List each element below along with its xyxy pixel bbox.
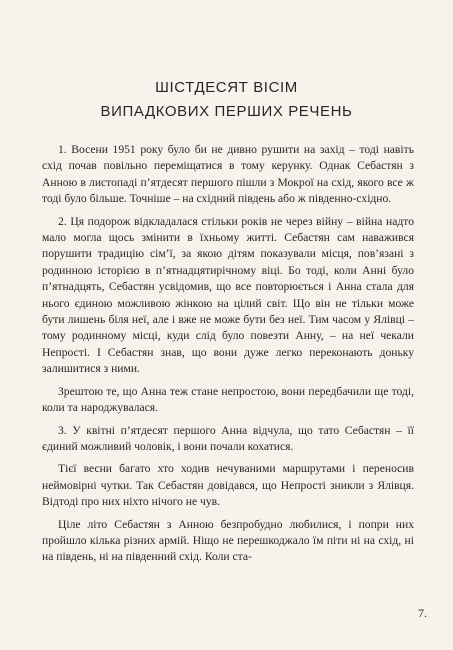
paragraph: Зрештою те, що Анна теж стане непростою, вони передбачили ще тоді, коли та народжувалася.: [42, 384, 414, 415]
chapter-title: [0, 76, 453, 124]
paragraph: Тієї весни багато хто ходив нечуваними маршрутами і переносив неймовірні чутки. Так Себастян довідався, що Непрості зникли з Ялівця. Відтоді про них ніхто нічого не чув.: [42, 462, 414, 509]
page-number: 7.: [418, 606, 427, 620]
paragraph: Ціле літо Себастян з Анною безпробудно любилися, і попри них пройшло кілька різних армій. Ніщо не перешкоджало їм піти ні на схід, ні на південь, ні на південний схід. Коли ста-: [42, 517, 414, 564]
paragraph: 2. Ця подорож відкладалася стільки років не через війну – війна надто мало могла щось змінити в їхньому житті. Себастян сам наважився порушити традицію сім’ї, за якою дітям показували місця, пов’язані з родинною історією в п’ятнадцятирічному віці. Бо тоді, коли Анні було п’ятнадцять, Себастян усвідомив, що все повторюється і Анна стала для нього єдиною можливою жінкою на цілий світ. Що він не тільки може бути лишень біля неї, але і вже не може бути без неї. Тим часом у Ялівці – тому родинному місці, куди слід було повезти Анну, – на неї чекали Непрості. І Себастян знав, що вони дуже легко переконають доньку залишитися з ними.: [42, 214, 414, 376]
chapter-title-line-1: ШІСТДЕСЯТ ВІСІМ: [155, 79, 298, 96]
paragraph: 3. У квітні п’ятдесят першого Анна відчула, що тато Себастян – її єдиний можливий чоловік, і вони почали кохатися.: [42, 423, 414, 453]
body-text: [42, 142, 414, 572]
chapter-title-line-2: ВИПАДКОВИХ ПЕРШИХ РЕЧЕНЬ: [100, 103, 353, 120]
paragraph: 1. Восени 1951 року було би не дивно рушити на захід – тоді навіть схід почав повільно переміщатися в тому керунку. Однак Себастян з Анною в листопаді п’ятдесят першого пішли з Мокрої на схід, якого все ж тоді було більше. Точніше – на східний південь або ж південно-східно.: [42, 143, 414, 206]
